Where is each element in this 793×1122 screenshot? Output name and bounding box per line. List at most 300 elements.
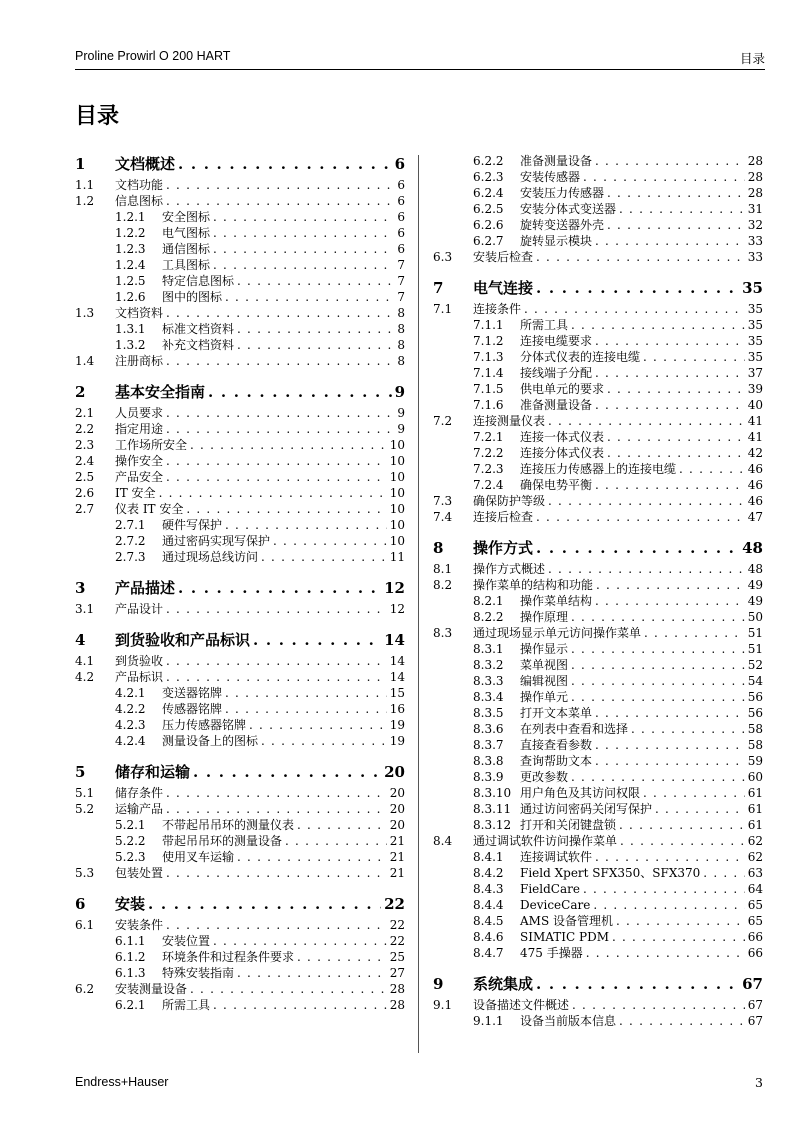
toc-dot-leader: [178, 577, 381, 599]
toc-entry[interactable]: [433, 201, 763, 217]
toc-entry[interactable]: [75, 801, 405, 817]
toc-entry[interactable]: [433, 945, 763, 961]
toc-entry[interactable]: [75, 997, 405, 1013]
toc-entry-title: 补充文档资料: [162, 338, 235, 352]
toc-entry-page: 51: [747, 626, 763, 640]
toc-entry-number: 2.1: [75, 406, 95, 420]
toc-entry-number: 2: [75, 383, 86, 401]
toc-dot-leader: [619, 1013, 745, 1029]
toc-entry[interactable]: [433, 737, 763, 753]
toc-dot-leader: [571, 689, 745, 705]
toc-entry[interactable]: [75, 225, 405, 241]
toc-entry-page: 10: [389, 518, 405, 532]
toc-entry-page: 37: [747, 366, 763, 380]
toc-entry-title: 安全图标: [162, 210, 211, 224]
toc-entry-page: 32: [747, 218, 763, 232]
toc-dot-leader: [571, 641, 745, 657]
toc-entry-number: 1.2.4: [115, 258, 146, 272]
toc-dot-leader: [616, 913, 745, 929]
toc-entry-page: 9: [394, 383, 405, 401]
toc-entry-title: 连接分体式仪表: [520, 446, 605, 460]
toc-entry-title: 准备测量设备: [520, 154, 593, 168]
toc-entry[interactable]: [75, 241, 405, 257]
toc-dot-leader: [213, 241, 394, 257]
toc-entry[interactable]: [433, 785, 763, 801]
toc-entry[interactable]: [75, 817, 405, 833]
toc-entry[interactable]: [433, 317, 763, 333]
toc-entry-page: 28: [747, 186, 763, 200]
toc-entry-title: 使用叉车运输: [162, 850, 235, 864]
toc-entry-number: 2.5: [75, 470, 95, 484]
toc-entry-title: Field Xpert SFX350、SFX370: [520, 866, 701, 880]
toc-dot-leader: [166, 193, 394, 209]
toc-entry[interactable]: [75, 321, 405, 337]
toc-entry-number: 8.4.2: [473, 866, 504, 880]
toc-dot-leader: [607, 217, 745, 233]
toc-dot-leader: [571, 317, 745, 333]
toc-entry-title: 安装后检查: [473, 250, 534, 264]
toc-entry-number: 5.3: [75, 866, 95, 880]
toc-entry[interactable]: [433, 689, 763, 705]
toc-dot-leader: [213, 225, 394, 241]
toc-entry[interactable]: [433, 849, 763, 865]
toc-entry-number: 6.1: [75, 918, 95, 932]
toc-dot-leader: [536, 973, 739, 995]
toc-entry-title: 接线端子分配: [520, 366, 593, 380]
toc-entry-page: 49: [747, 594, 763, 608]
toc-entry-number: 8.3.4: [473, 690, 504, 704]
toc-entry-number: 4.2.3: [115, 718, 146, 732]
toc-entry-number: 8.4: [433, 834, 453, 848]
toc-entry-title: 电气图标: [162, 226, 211, 240]
toc-entry-page: 65: [747, 898, 763, 912]
toc-entry[interactable]: [433, 657, 763, 673]
toc-entry[interactable]: [433, 461, 763, 477]
toc-dot-leader: [190, 981, 387, 997]
toc-entry-page: 22: [389, 934, 405, 948]
toc-entry[interactable]: [75, 629, 405, 651]
toc-entry-title: 供电单元的要求: [520, 382, 605, 396]
toc-dot-leader: [619, 201, 745, 217]
toc-entry-title: 注册商标: [115, 354, 164, 368]
toc-dot-leader: [213, 997, 387, 1013]
toc-entry[interactable]: [75, 577, 405, 599]
toc-entry-number: 8.4.3: [473, 882, 504, 896]
toc-right-column: [433, 153, 763, 1029]
toc-dot-leader: [595, 753, 745, 769]
toc-entry-number: 7: [433, 279, 444, 297]
toc-entry[interactable]: [75, 701, 405, 717]
toc-entry[interactable]: [433, 509, 763, 525]
toc-entry-page: 15: [389, 686, 405, 700]
toc-entry-number: 7.4: [433, 510, 453, 524]
toc-dot-leader: [619, 817, 745, 833]
toc-entry-title: 确保防护等级: [473, 494, 546, 508]
toc-entry-page: 6: [394, 155, 405, 173]
toc-entry-page: 27: [389, 966, 405, 980]
toc-entry[interactable]: [433, 721, 763, 737]
toc-entry[interactable]: [433, 641, 763, 657]
toc-entry-page: 48: [747, 562, 763, 576]
toc-entry-title: 安装压力传感器: [520, 186, 605, 200]
toc-entry[interactable]: [433, 429, 763, 445]
toc-left-column: [75, 153, 405, 1013]
toc-entry-number: 6.2.7: [473, 234, 504, 248]
toc-entry[interactable]: [75, 337, 405, 353]
toc-entry-number: 5.1: [75, 786, 95, 800]
toc-entry[interactable]: [75, 933, 405, 949]
toc-entry[interactable]: [433, 997, 763, 1013]
toc-entry[interactable]: [75, 733, 405, 749]
toc-entry-number: 8.3.11: [473, 802, 512, 816]
toc-entry-number: 4.2.2: [115, 702, 146, 716]
toc-entry[interactable]: [75, 485, 405, 501]
toc-entry-number: 6.1.2: [115, 950, 146, 964]
toc-entry-title: FieldCare: [520, 882, 580, 896]
toc-entry-number: 3: [75, 579, 86, 597]
toc-entry[interactable]: [433, 445, 763, 461]
toc-dot-leader: [571, 609, 745, 625]
toc-entry[interactable]: [75, 601, 405, 617]
toc-entry-number: 2.4: [75, 454, 95, 468]
toc-entry[interactable]: [433, 493, 763, 509]
toc-entry-number: 8.2: [433, 578, 453, 592]
toc-entry-title: 连接电缆要求: [520, 334, 593, 348]
toc-entry-number: 1.2: [75, 194, 95, 208]
toc-entry[interactable]: [433, 865, 763, 881]
toc-entry-title: DeviceCare: [520, 898, 591, 912]
toc-entry-title: 文档资料: [115, 306, 164, 320]
toc-entry[interactable]: [433, 301, 763, 317]
toc-entry[interactable]: [75, 209, 405, 225]
toc-entry-number: 8.3.9: [473, 770, 504, 784]
toc-entry[interactable]: [75, 177, 405, 193]
toc-entry-page: 65: [747, 914, 763, 928]
toc-dot-leader: [159, 485, 387, 501]
toc-entry-page: 46: [747, 478, 763, 492]
toc-entry-page: 10: [389, 454, 405, 468]
toc-entry[interactable]: [433, 897, 763, 913]
toc-entry-title: 产品描述: [115, 579, 176, 597]
toc-entry[interactable]: [433, 333, 763, 349]
toc-entry[interactable]: [75, 421, 405, 437]
toc-entry-page: 7: [397, 258, 405, 272]
toc-entry[interactable]: [433, 929, 763, 945]
toc-entry[interactable]: [75, 917, 405, 933]
toc-entry[interactable]: [433, 185, 763, 201]
toc-entry[interactable]: [75, 437, 405, 453]
toc-entry-page: 61: [747, 802, 763, 816]
toc-entry-number: 7.1.1: [473, 318, 504, 332]
toc-entry-page: 8: [397, 322, 405, 336]
toc-entry-page: 66: [747, 946, 763, 960]
toc-entry-page: 35: [747, 334, 763, 348]
toc-entry-number: 7.2.2: [473, 446, 504, 460]
toc-entry-page: 49: [747, 578, 763, 592]
toc-entry[interactable]: [433, 673, 763, 689]
toc-entry-page: 58: [747, 738, 763, 752]
toc-entry[interactable]: [75, 305, 405, 321]
toc-dot-leader: [548, 413, 745, 429]
toc-dot-leader: [548, 561, 745, 577]
toc-dot-leader: [261, 733, 387, 749]
toc-entry-title: 连接测量仪表: [473, 414, 546, 428]
toc-entry-number: 8.1: [433, 562, 453, 576]
toc-entry-number: 2.7.3: [115, 550, 146, 564]
toc-entry[interactable]: [75, 453, 405, 469]
toc-entry-title: 安装位置: [162, 934, 211, 948]
toc-entry-number: 1.2.3: [115, 242, 146, 256]
toc-entry[interactable]: [75, 761, 405, 783]
toc-entry[interactable]: [75, 865, 405, 881]
toc-entry-number: 7.2.4: [473, 478, 504, 492]
toc-entry-page: 22: [389, 918, 405, 932]
toc-dot-leader: [186, 501, 386, 517]
toc-entry[interactable]: [433, 537, 763, 559]
toc-entry[interactable]: [75, 653, 405, 669]
toc-entry-page: 33: [747, 250, 763, 264]
toc-entry[interactable]: [433, 973, 763, 995]
toc-entry-page: 31: [747, 202, 763, 216]
toc-entry[interactable]: [75, 273, 405, 289]
toc-entry-number: 7.2.3: [473, 462, 504, 476]
toc-entry-number: 5.2: [75, 802, 95, 816]
toc-entry-number: 7.1.6: [473, 398, 504, 412]
toc-entry-page: 50: [747, 610, 763, 624]
toc-dot-leader: [148, 893, 381, 915]
toc-entry[interactable]: [433, 609, 763, 625]
toc-entry-page: 20: [384, 763, 405, 781]
toc-entry-title: 查询帮助文本: [520, 754, 593, 768]
toc-entry-page: 46: [747, 462, 763, 476]
toc-entry[interactable]: [75, 965, 405, 981]
toc-entry-title: 通过现场总线访问: [162, 550, 259, 564]
toc-dot-leader: [166, 865, 387, 881]
toc-entry-page: 39: [747, 382, 763, 396]
column-divider: [418, 155, 419, 1053]
toc-entry-number: 1.1: [75, 178, 95, 192]
toc-entry[interactable]: [75, 469, 405, 485]
toc-entry-number: 8.3.2: [473, 658, 504, 672]
toc-dot-leader: [166, 785, 387, 801]
toc-entry[interactable]: [75, 669, 405, 685]
toc-entry-number: 8.3.12: [473, 818, 512, 832]
toc-entry[interactable]: [75, 289, 405, 305]
toc-entry-page: 10: [389, 470, 405, 484]
toc-dot-leader: [166, 801, 387, 817]
toc-entry[interactable]: [433, 477, 763, 493]
toc-dot-leader: [225, 517, 387, 533]
toc-entry[interactable]: [433, 913, 763, 929]
toc-entry-number: 4: [75, 631, 86, 649]
toc-entry[interactable]: [75, 717, 405, 733]
toc-entry-page: 51: [747, 642, 763, 656]
toc-entry[interactable]: [75, 501, 405, 517]
toc-entry-number: 6.2.3: [473, 170, 504, 184]
toc-entry-title: 信息图标: [115, 194, 164, 208]
toc-entry[interactable]: [75, 381, 405, 403]
toc-entry[interactable]: [433, 233, 763, 249]
toc-dot-leader: [178, 153, 392, 175]
toc-entry[interactable]: [433, 561, 763, 577]
toc-entry-number: 1: [75, 155, 86, 173]
toc-entry-page: 63: [747, 866, 763, 880]
toc-entry[interactable]: [75, 893, 405, 915]
toc-entry-page: 28: [389, 998, 405, 1012]
toc-entry-title: 通过现场显示单元访问操作菜单: [473, 626, 642, 640]
toc-entry-title: 安装传感器: [520, 170, 581, 184]
toc-entry-page: 8: [397, 338, 405, 352]
toc-entry[interactable]: [433, 349, 763, 365]
toc-entry-title: 传感器铭牌: [162, 702, 223, 716]
toc-entry[interactable]: [433, 217, 763, 233]
toc-entry-page: 14: [389, 654, 405, 668]
toc-entry[interactable]: [433, 365, 763, 381]
toc-dot-leader: [237, 321, 394, 337]
toc-entry-title: 安装分体式变送器: [520, 202, 617, 216]
toc-dot-leader: [571, 673, 745, 689]
toc-entry[interactable]: [75, 685, 405, 701]
toc-entry-number: 7.3: [433, 494, 453, 508]
toc-entry[interactable]: [75, 981, 405, 997]
toc-entry[interactable]: [433, 801, 763, 817]
toc-entry-number: 2.7.1: [115, 518, 146, 532]
toc-entry-page: 67: [747, 998, 763, 1012]
toc-entry-title: 操作菜单结构: [520, 594, 593, 608]
toc-entry[interactable]: [433, 397, 763, 413]
toc-entry-title: 通过密码实现写保护: [162, 534, 271, 548]
toc-dot-leader: [595, 365, 745, 381]
toc-entry[interactable]: [433, 277, 763, 299]
page-title: 目录: [75, 103, 120, 129]
toc-entry-page: 21: [389, 866, 405, 880]
toc-entry-page: 19: [389, 718, 405, 732]
toc-dot-leader: [237, 965, 387, 981]
toc-dot-leader: [571, 657, 745, 673]
toc-entry-number: 6.2.4: [473, 186, 504, 200]
toc-entry[interactable]: [433, 169, 763, 185]
toc-entry-page: 20: [389, 786, 405, 800]
toc-entry[interactable]: [75, 517, 405, 533]
toc-entry[interactable]: [75, 949, 405, 965]
toc-dot-leader: [583, 881, 745, 897]
toc-entry[interactable]: [75, 405, 405, 421]
toc-entry-number: 1.2.6: [115, 290, 146, 304]
toc-entry[interactable]: [433, 833, 763, 849]
toc-entry-page: 40: [747, 398, 763, 412]
toc-dot-leader: [166, 405, 394, 421]
toc-dot-leader: [166, 653, 387, 669]
toc-entry[interactable]: [75, 533, 405, 549]
toc-entry-title: 旋转显示模块: [520, 234, 593, 248]
toc-dot-leader: [643, 349, 745, 365]
toc-entry-number: 6.2.2: [473, 154, 504, 168]
toc-entry-number: 8.2.1: [473, 594, 504, 608]
toc-entry-number: 9.1.1: [473, 1014, 504, 1028]
toc-entry[interactable]: [433, 753, 763, 769]
toc-entry[interactable]: [75, 549, 405, 565]
toc-entry-number: 8.3.7: [473, 738, 504, 752]
toc-entry[interactable]: [75, 193, 405, 209]
toc-dot-leader: [631, 721, 745, 737]
toc-dot-leader: [285, 833, 387, 849]
toc-dot-leader: [253, 629, 381, 651]
toc-entry-title: 操作方式概述: [473, 562, 546, 576]
toc-entry[interactable]: [433, 249, 763, 265]
toc-entry-title: 到货验收和产品标识: [115, 631, 251, 649]
toc-entry-title: 系统集成: [473, 975, 534, 993]
toc-entry-number: 2.7: [75, 502, 95, 516]
toc-entry[interactable]: [75, 833, 405, 849]
toc-entry-title: 直接查看参数: [520, 738, 593, 752]
toc-dot-leader: [213, 933, 387, 949]
toc-entry-number: 1.2.2: [115, 226, 146, 240]
toc-entry[interactable]: [75, 257, 405, 273]
toc-entry-title: 用户角色及其访问权限: [520, 786, 641, 800]
toc-entry[interactable]: [433, 1013, 763, 1029]
toc-entry[interactable]: [433, 153, 763, 169]
toc-dot-leader: [166, 421, 394, 437]
toc-entry-title: 所需工具: [162, 998, 211, 1012]
toc-entry-page: 62: [747, 834, 763, 848]
toc-dot-leader: [297, 949, 387, 965]
toc-entry-title: 环境条件和过程条件要求: [162, 950, 295, 964]
toc-dot-leader: [644, 625, 745, 641]
toc-entry-number: 6.3: [433, 250, 453, 264]
toc-entry-title: 产品安全: [115, 470, 164, 484]
toc-entry[interactable]: [433, 625, 763, 641]
toc-dot-leader: [237, 273, 394, 289]
toc-entry[interactable]: [433, 381, 763, 397]
toc-entry-title: 操作菜单的结构和功能: [473, 578, 594, 592]
toc-entry-page: 20: [389, 818, 405, 832]
toc-entry-page: 60: [747, 770, 763, 784]
toc-entry-page: 6: [397, 178, 405, 192]
toc-entry[interactable]: [433, 881, 763, 897]
toc-entry-title: 确保电势平衡: [520, 478, 593, 492]
toc-dot-leader: [166, 177, 394, 193]
toc-entry-page: 46: [747, 494, 763, 508]
toc-entry-page: 67: [742, 975, 763, 993]
toc-entry[interactable]: [433, 705, 763, 721]
toc-entry-title: 连接一体式仪表: [520, 430, 605, 444]
toc-entry-page: 35: [747, 302, 763, 316]
toc-dot-leader: [225, 701, 387, 717]
toc-dot-leader: [190, 437, 387, 453]
toc-entry[interactable]: [433, 413, 763, 429]
header-doc-title: Proline Prowirl O 200 HART: [75, 49, 231, 63]
toc-entry-number: 5.2.2: [115, 834, 146, 848]
toc-entry-title: 在列表中查看和选择: [520, 722, 629, 736]
toc-dot-leader: [237, 849, 387, 865]
toc-entry[interactable]: [433, 817, 763, 833]
toc-entry[interactable]: [75, 353, 405, 369]
toc-entry-title: 产品标识: [115, 670, 164, 684]
toc-dot-leader: [607, 381, 745, 397]
toc-entry[interactable]: [75, 849, 405, 865]
toc-entry-page: 6: [397, 242, 405, 256]
toc-entry-number: 1.3.1: [115, 322, 146, 336]
toc-entry[interactable]: [75, 153, 405, 175]
toc-entry-page: 28: [389, 982, 405, 996]
toc-entry[interactable]: [75, 785, 405, 801]
toc-entry[interactable]: [433, 577, 763, 593]
toc-entry[interactable]: [433, 769, 763, 785]
toc-entry-number: 8.3.8: [473, 754, 504, 768]
toc-entry[interactable]: [433, 593, 763, 609]
toc-dot-leader: [595, 153, 745, 169]
toc-dot-leader: [536, 537, 739, 559]
